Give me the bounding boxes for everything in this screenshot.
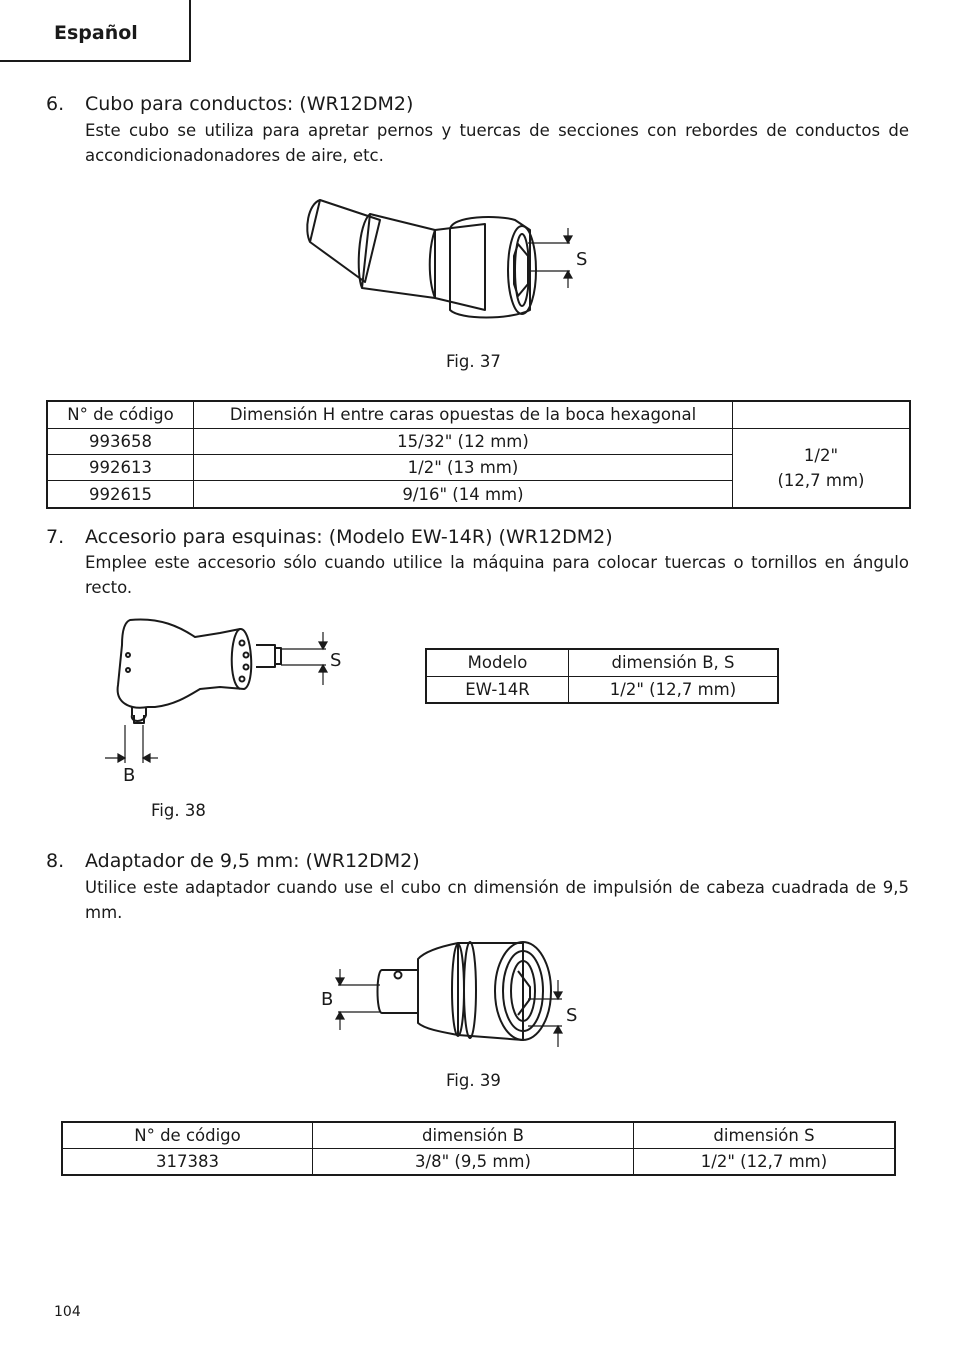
language-label: Español xyxy=(54,22,138,44)
fig-37-label-s: S xyxy=(576,249,588,270)
fig-38-label-b: B xyxy=(123,765,136,786)
section-6-description: Este cubo se utiliza para apretar pernos y tuercas de secciones con rebordes de conductos de accondicionadonadores de aire, etc. xyxy=(85,121,909,165)
corner-attachment-table xyxy=(425,648,779,704)
duct-table-cell: 9/16" (14 mm) xyxy=(194,481,733,508)
adapter-table-header-b: dimensión B xyxy=(313,1122,634,1149)
duct-table-cell: 992615 xyxy=(47,481,194,508)
section-7-title: Accesorio para esquinas: (Modelo EW-14R) (WR12DM2) xyxy=(85,526,613,548)
fig-37-caption: Fig. 37 xyxy=(446,352,501,371)
duct-table-cell: 993658 xyxy=(47,428,194,454)
duct-table-cell: 15/32" (12 mm) xyxy=(194,428,733,454)
adapter-table-cell: 1/2" (12,7 mm) xyxy=(634,1149,896,1176)
corner-table-header-model: Modelo xyxy=(426,649,569,676)
section-8-number: 8. xyxy=(46,850,65,872)
adapter-table-header-code: N° de código xyxy=(62,1122,313,1149)
section-8-description: Utilice este adaptador cuando use el cubo cn dimensión de impulsión de cabeza cuadrada de 9,5 mm. xyxy=(85,878,909,922)
fig-38-corner-attachment-illustration xyxy=(100,615,360,790)
duct-socket-table xyxy=(46,400,911,509)
fig-39-caption: Fig. 39 xyxy=(446,1071,501,1090)
fig-39-label-b: B xyxy=(321,989,334,1010)
page-number: 104 xyxy=(54,1304,81,1320)
fig-39-label-s: S xyxy=(566,1005,578,1026)
drive-size-fraction: 1/2" xyxy=(803,445,839,465)
duct-table-cell: 1/2" (13 mm) xyxy=(194,454,733,480)
duct-table-header-dimension: Dimensión H entre caras opuestas de la boca hexagonal xyxy=(194,401,733,428)
duct-table-header-blank xyxy=(733,401,911,428)
adapter-table xyxy=(61,1121,896,1176)
section-8-title: Adaptador de 9,5 mm: (WR12DM2) xyxy=(85,850,420,872)
section-6-title: Cubo para conductos: (WR12DM2) xyxy=(85,93,414,115)
corner-table-header-dimension: dimensión B, S xyxy=(569,649,779,676)
corner-table-cell: EW-14R xyxy=(426,676,569,703)
fig-39-adapter-illustration xyxy=(318,935,588,1050)
duct-table-cell: 992613 xyxy=(47,454,194,480)
drive-size-metric: (12,7 mm) xyxy=(777,470,865,490)
section-7-description: Emplee este accesorio sólo cuando utilice la máquina para colocar tuercas o tornillos en ángulo recto. xyxy=(85,553,909,597)
section-6-number: 6. xyxy=(46,93,65,115)
adapter-table-cell: 317383 xyxy=(62,1149,313,1176)
adapter-table-cell: 3/8" (9,5 mm) xyxy=(313,1149,634,1176)
fig-37-duct-socket-illustration xyxy=(300,190,610,330)
section-7-number: 7. xyxy=(46,526,65,548)
corner-table-cell: 1/2" (12,7 mm) xyxy=(569,676,779,703)
language-tab xyxy=(0,0,191,62)
adapter-table-header-s: dimensión S xyxy=(634,1122,896,1149)
fig-38-caption: Fig. 38 xyxy=(151,801,206,820)
fig-38-label-s: S xyxy=(330,650,342,671)
duct-table-header-code: N° de código xyxy=(47,401,194,428)
duct-table-merged-drive-cell xyxy=(733,428,911,508)
